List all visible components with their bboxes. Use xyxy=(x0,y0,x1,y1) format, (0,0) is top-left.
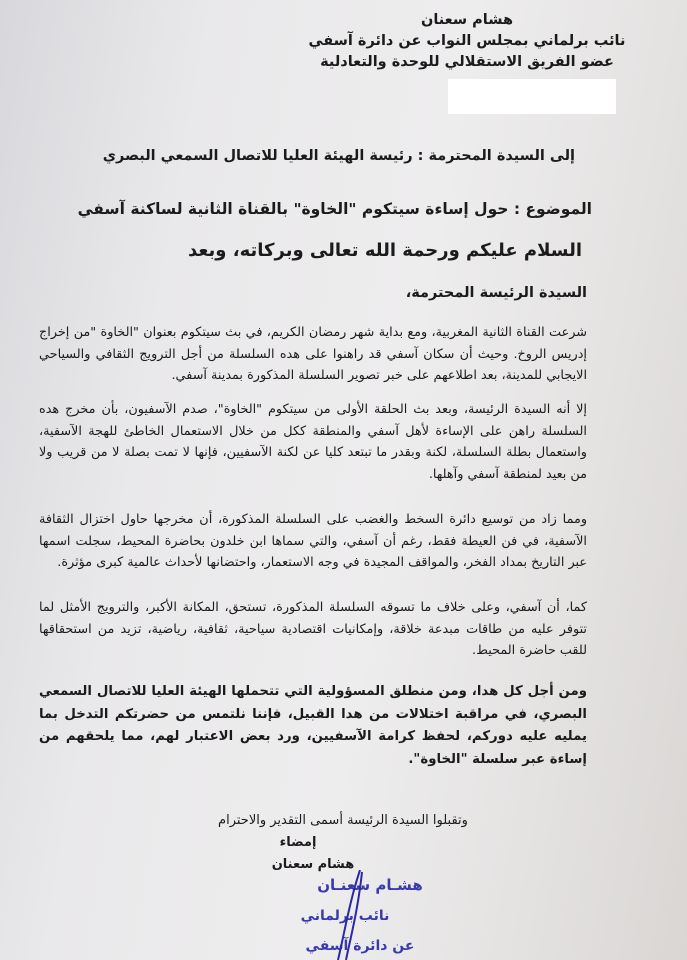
letterhead xyxy=(307,10,627,73)
stamp-line-3: عن دائرة آسفي xyxy=(305,938,415,954)
body-paragraph: ومما زاد من توسيع دائرة السخط والغضب على السلسلة المذكورة، أن مخرجها حاول اختزال الثقافة الآسفية، في فن العيطة فقط، رغم أن آسفي، والتي سماها ابن خلدون بحاضرة المحيط، سجلت اسمها عبر التاريخ بمداد الفخر، والمواقف المجيدة في وجه الاستعمار، واحتضانها لأحداث عالمية كبرى مؤثرة. xyxy=(39,512,587,570)
body-paragraph: شرعت القناة الثانية المغربية، ومع بداية شهر رمضان الكريم، في بث سيتكوم بعنوان "الخاوة "من إخراج إدريس الروخ. وحيث أن سكان آسفي قد راهنوا على هده السلسلة من أجل الترويج الثقافي والسياحي الايجابي للمدينة، بعد اطلاعهم على خبر تصوير السلسلة المذكورة بمدينة آسفي. xyxy=(39,325,587,383)
signature-stamp xyxy=(250,870,430,960)
body-paragraph: إلا أنه السيدة الرئيسة، وبعد بث الحلقة الأولى من سيتكوم "الخاوة"، صدم الآسفيون، بأن مخرج هده السلسلة راهن على الإساءة لأهل آسفي والمنطقة ككل من خلال الاستعمال الخاطئ للهجة الآسفية، واستعمال بطلة السلسلة، لكنة وبقدر ما تبتعد كليا عن لكنة الآسفيين، فإنها لا تمت بصلة لا من قريب ولا من بعيد لمنطقة آسفي وآهلها. xyxy=(39,402,587,482)
request-paragraph: ومن أجل كل هدا، ومن منطلق المسؤولية التي تتحملها الهيئة العليا للاتصال السمعي البصري، في مراقبة اختلالات من هدا القبيل، فإننا نلتمس من حضرتكم التدخل بما يمليه عليه دوركم، لحفظ كرامة الآسفيين، ورد بعض الاعتبار لهم، مما يلحقهم من إساءة عبر سلسلة "الخاوة". xyxy=(39,684,587,767)
stamp-line-2: نائب برلماني xyxy=(300,908,390,924)
body-paragraph: كما، أن آسفي، وعلى خلاف ما تسوقه السلسلة المذكورة، تستحق، المكانة الأكبر، والترويج الأمثل لما تتوفر عليه من طاقات مبدعة خلاقة، وإمكانيات اقتصادية سياحية، ثقافية، رياضية، تزيد من استحقاقها للقب حاضرة المحيط. xyxy=(39,600,587,658)
signatory-name: هشام سعنان xyxy=(271,857,355,872)
sender-group: عضو الفريق الاستقلالي للوحدة والتعادلية xyxy=(320,54,614,70)
stamp-line-1: هشـام سعنـان xyxy=(317,876,423,894)
sender-name: هشام سعنان xyxy=(420,12,514,28)
signature-label: إمضاء xyxy=(279,835,317,850)
sender-title: نائب برلماني بمجلس النواب عن دائرة آسفي xyxy=(308,33,626,49)
salutation-line: السيدة الرئيسة المحترمة، xyxy=(405,285,587,301)
recipient-line: إلى السيدة المحترمة : رئيسة الهيئة العليا للاتصال السمعي البصري xyxy=(102,148,575,164)
closing-line: وتقبلوا السيدة الرئيسة أسمى التقدير والاحترام xyxy=(218,813,468,828)
redaction-box xyxy=(448,79,616,114)
greeting-line: السلام عليكم ورحمة الله تعالى وبركاته، وبعد xyxy=(187,240,582,261)
subject-line: الموضوع : حول إساءة سيتكوم "الخاوة" بالقناة الثانية لساكنة آسفي xyxy=(77,200,592,218)
